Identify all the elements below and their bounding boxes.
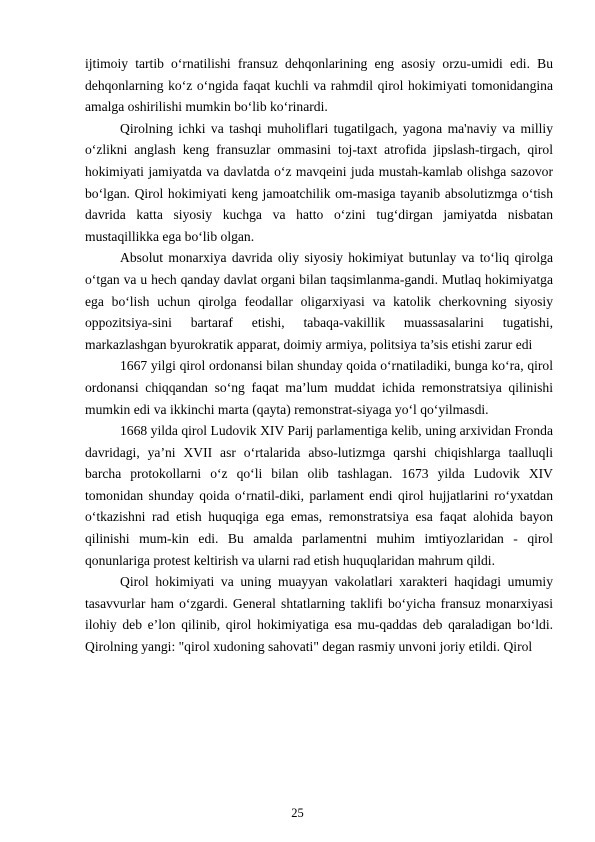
paragraph: 1668 yilda qirol Ludovik XIV Parij parlamentiga kelib, uning arxividan Fronda davridagi, ya’ni XVII asr o‘rtalarida abso-lutizmga qarshi chiqishlarga taalluqli barcha protokollarni o‘z qo‘li bilan olib tashlagan. 1673 yilda Ludovik XIV tomonidan shunday qoida o‘rnatil-diki, parlament endi qirol hujjatlarini ro‘yxatdan o‘tkazishni rad etish huquqiga ega emas, remonstratsiya esa faqat alohida bayon qilinishi mum-kin edi. Bu amalda parlamentni muhim imtiyozlaridan - qirol qonunlariga protest keltirish va ularni rad etish huquqlaridan mahrum qildi. [85,423,553,568]
paragraph: Qirol hokimiyati va uning muayyan vakolatlari xarakteri haqidagi umumiy tasavvurlar ham o‘zgardi. General shtatlarning taklifi bo‘yicha fransuz monarxiyasi ilohiy deb e’lon qilinib, qirol hokimiyatiga esa mu-qaddas deb qaraladigan bo‘ldi. Qirolning yangi: "qirol xudoning sahovati" degan rasmiy unvoni joriy etildi. Qirol [85,574,553,655]
paragraph: Absolut monarxiya davrida oliy siyosiy hokimiyat butunlay va to‘liq qirolga o‘tgan va u hech qanday davlat organi bilan taqsimlanma-gandi. Mutlaq hokimiyatga ega bo‘lish uchun qirolga feodallar oligarxiyasi va katolik cherkovning siyosiy oppozitsiya-sini bartaraf etishi, tabaqa-vakillik muassasalarini tugatishi, markazlashgan byurokratik apparat, doimiy armiya, politsiya ta’sis etishi zarur edi [85,250,553,352]
paragraph: ijtimoiy tartib o‘rnatilishi fransuz dehqonlarining eng asosiy orzu-umidi edi. Bu dehqonlarning ko‘z o‘ngida faqat kuchli va rahmdil qirol hokimiyati tomonidangina amalga oshirilishi mumkin bo‘lib ko‘rinardi. [85,56,553,115]
body-text [85,53,553,658]
page-number: 25 [291,806,304,820]
paragraph: Qirolning ichki va tashqi muholiflari tugatilgach, yagona ma'naviy va milliy o‘zlikni anglash keng fransuzlar ommasini toj-taxt atrofida jipslash-tirgach, qirol hokimiyati jamiyatda va davlatda o‘z mavqeini juda mustah-kamlab olishga sazovor bo‘lgan. Qirol hokimiyati keng jamoatchilik om-masiga tayanib absolutizmga o‘tish davrida katta siyosiy kuchga va hatto o‘zini tug‘dirgan jamiyatda nisbatan mustaqillikka ega bo‘lib olgan. [85,120,553,244]
paragraph: 1667 yilgi qirol ordonansi bilan shunday qoida o‘rnatiladiki, bunga ko‘ra, qirol ordonansi chiqqandan so‘ng faqat ma’lum muddat ichida remonstratsiya qilinishi mumkin edi va ikkinchi marta (qayta) remonstrat-siyaga yo‘l qo‘yilmasdi. [85,358,553,417]
